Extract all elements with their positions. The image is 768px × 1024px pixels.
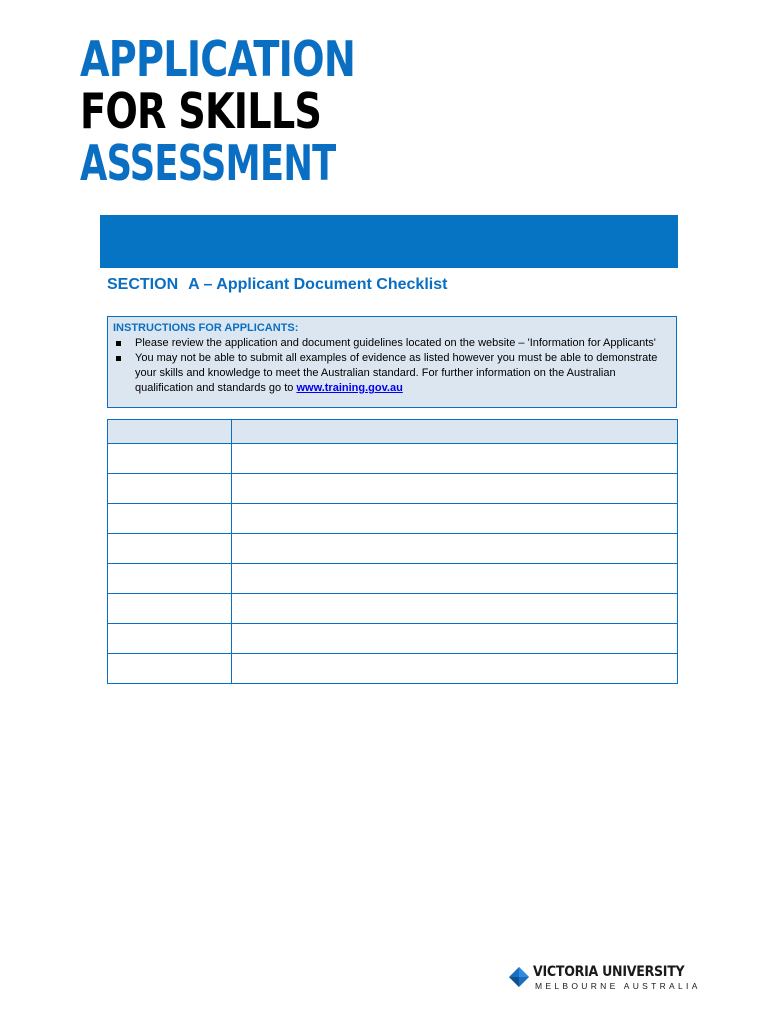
table-cell[interactable] <box>232 624 678 654</box>
table-cell[interactable] <box>108 564 232 594</box>
table-cell[interactable] <box>108 444 232 474</box>
vu-diamond-icon <box>509 967 529 987</box>
instructions-panel <box>107 316 677 408</box>
table-row <box>108 594 678 624</box>
instruction-text-1: Please review the application and document guidelines located on the website – 'Information for Applicants' <box>135 337 656 349</box>
table-header-cell <box>108 420 232 444</box>
instructions-heading: INSTRUCTIONS FOR APPLICANTS: <box>113 322 299 334</box>
table-row <box>108 534 678 564</box>
square-bullet-icon <box>116 341 121 346</box>
table-cell[interactable] <box>108 534 232 564</box>
table-cell[interactable] <box>232 444 678 474</box>
section-heading: A – Applicant Document Checklist <box>188 276 448 293</box>
table-cell[interactable] <box>232 654 678 684</box>
table-cell[interactable] <box>232 564 678 594</box>
title-line-assessment: ASSESSMENT <box>80 135 336 192</box>
table-row <box>108 564 678 594</box>
header-banner <box>100 215 678 268</box>
table-cell[interactable] <box>232 594 678 624</box>
table-cell[interactable] <box>232 534 678 564</box>
table-cell[interactable] <box>108 504 232 534</box>
training-gov-link[interactable]: www.training.gov.au <box>296 382 403 394</box>
table-cell[interactable] <box>232 474 678 504</box>
instruction-text-2: You may not be able to submit all examples of evidence as listed however you must be able to demonstrate your skills and knowledge to meet the Australian standard. For further information on the Australian qualification and standards go to <box>135 352 658 394</box>
table-row <box>108 654 678 684</box>
table-header-row <box>108 420 678 444</box>
table-row <box>108 474 678 504</box>
table-cell[interactable] <box>108 474 232 504</box>
table-row <box>108 624 678 654</box>
table-header-cell <box>232 420 678 444</box>
vu-logo-name: VICTORIA UNIVERSITY <box>533 964 685 980</box>
instruction-bullet-2 <box>113 351 671 396</box>
title-line-application: APPLICATION <box>80 31 356 88</box>
title-line-for-skills: FOR SKILLS <box>80 83 322 140</box>
table-row <box>108 504 678 534</box>
table-cell[interactable] <box>232 504 678 534</box>
victoria-university-logo <box>507 962 701 994</box>
table-cell[interactable] <box>108 654 232 684</box>
square-bullet-icon <box>116 356 121 361</box>
table-row <box>108 444 678 474</box>
instruction-bullet-1 <box>113 336 671 351</box>
section-prefix: SECTION <box>107 276 179 293</box>
vu-logo-subtitle: MELBOURNE AUSTRALIA <box>535 981 701 991</box>
section-title <box>107 276 447 294</box>
document-title <box>80 31 380 192</box>
document-checklist-table <box>107 419 678 684</box>
table-cell[interactable] <box>108 594 232 624</box>
table-cell[interactable] <box>108 624 232 654</box>
